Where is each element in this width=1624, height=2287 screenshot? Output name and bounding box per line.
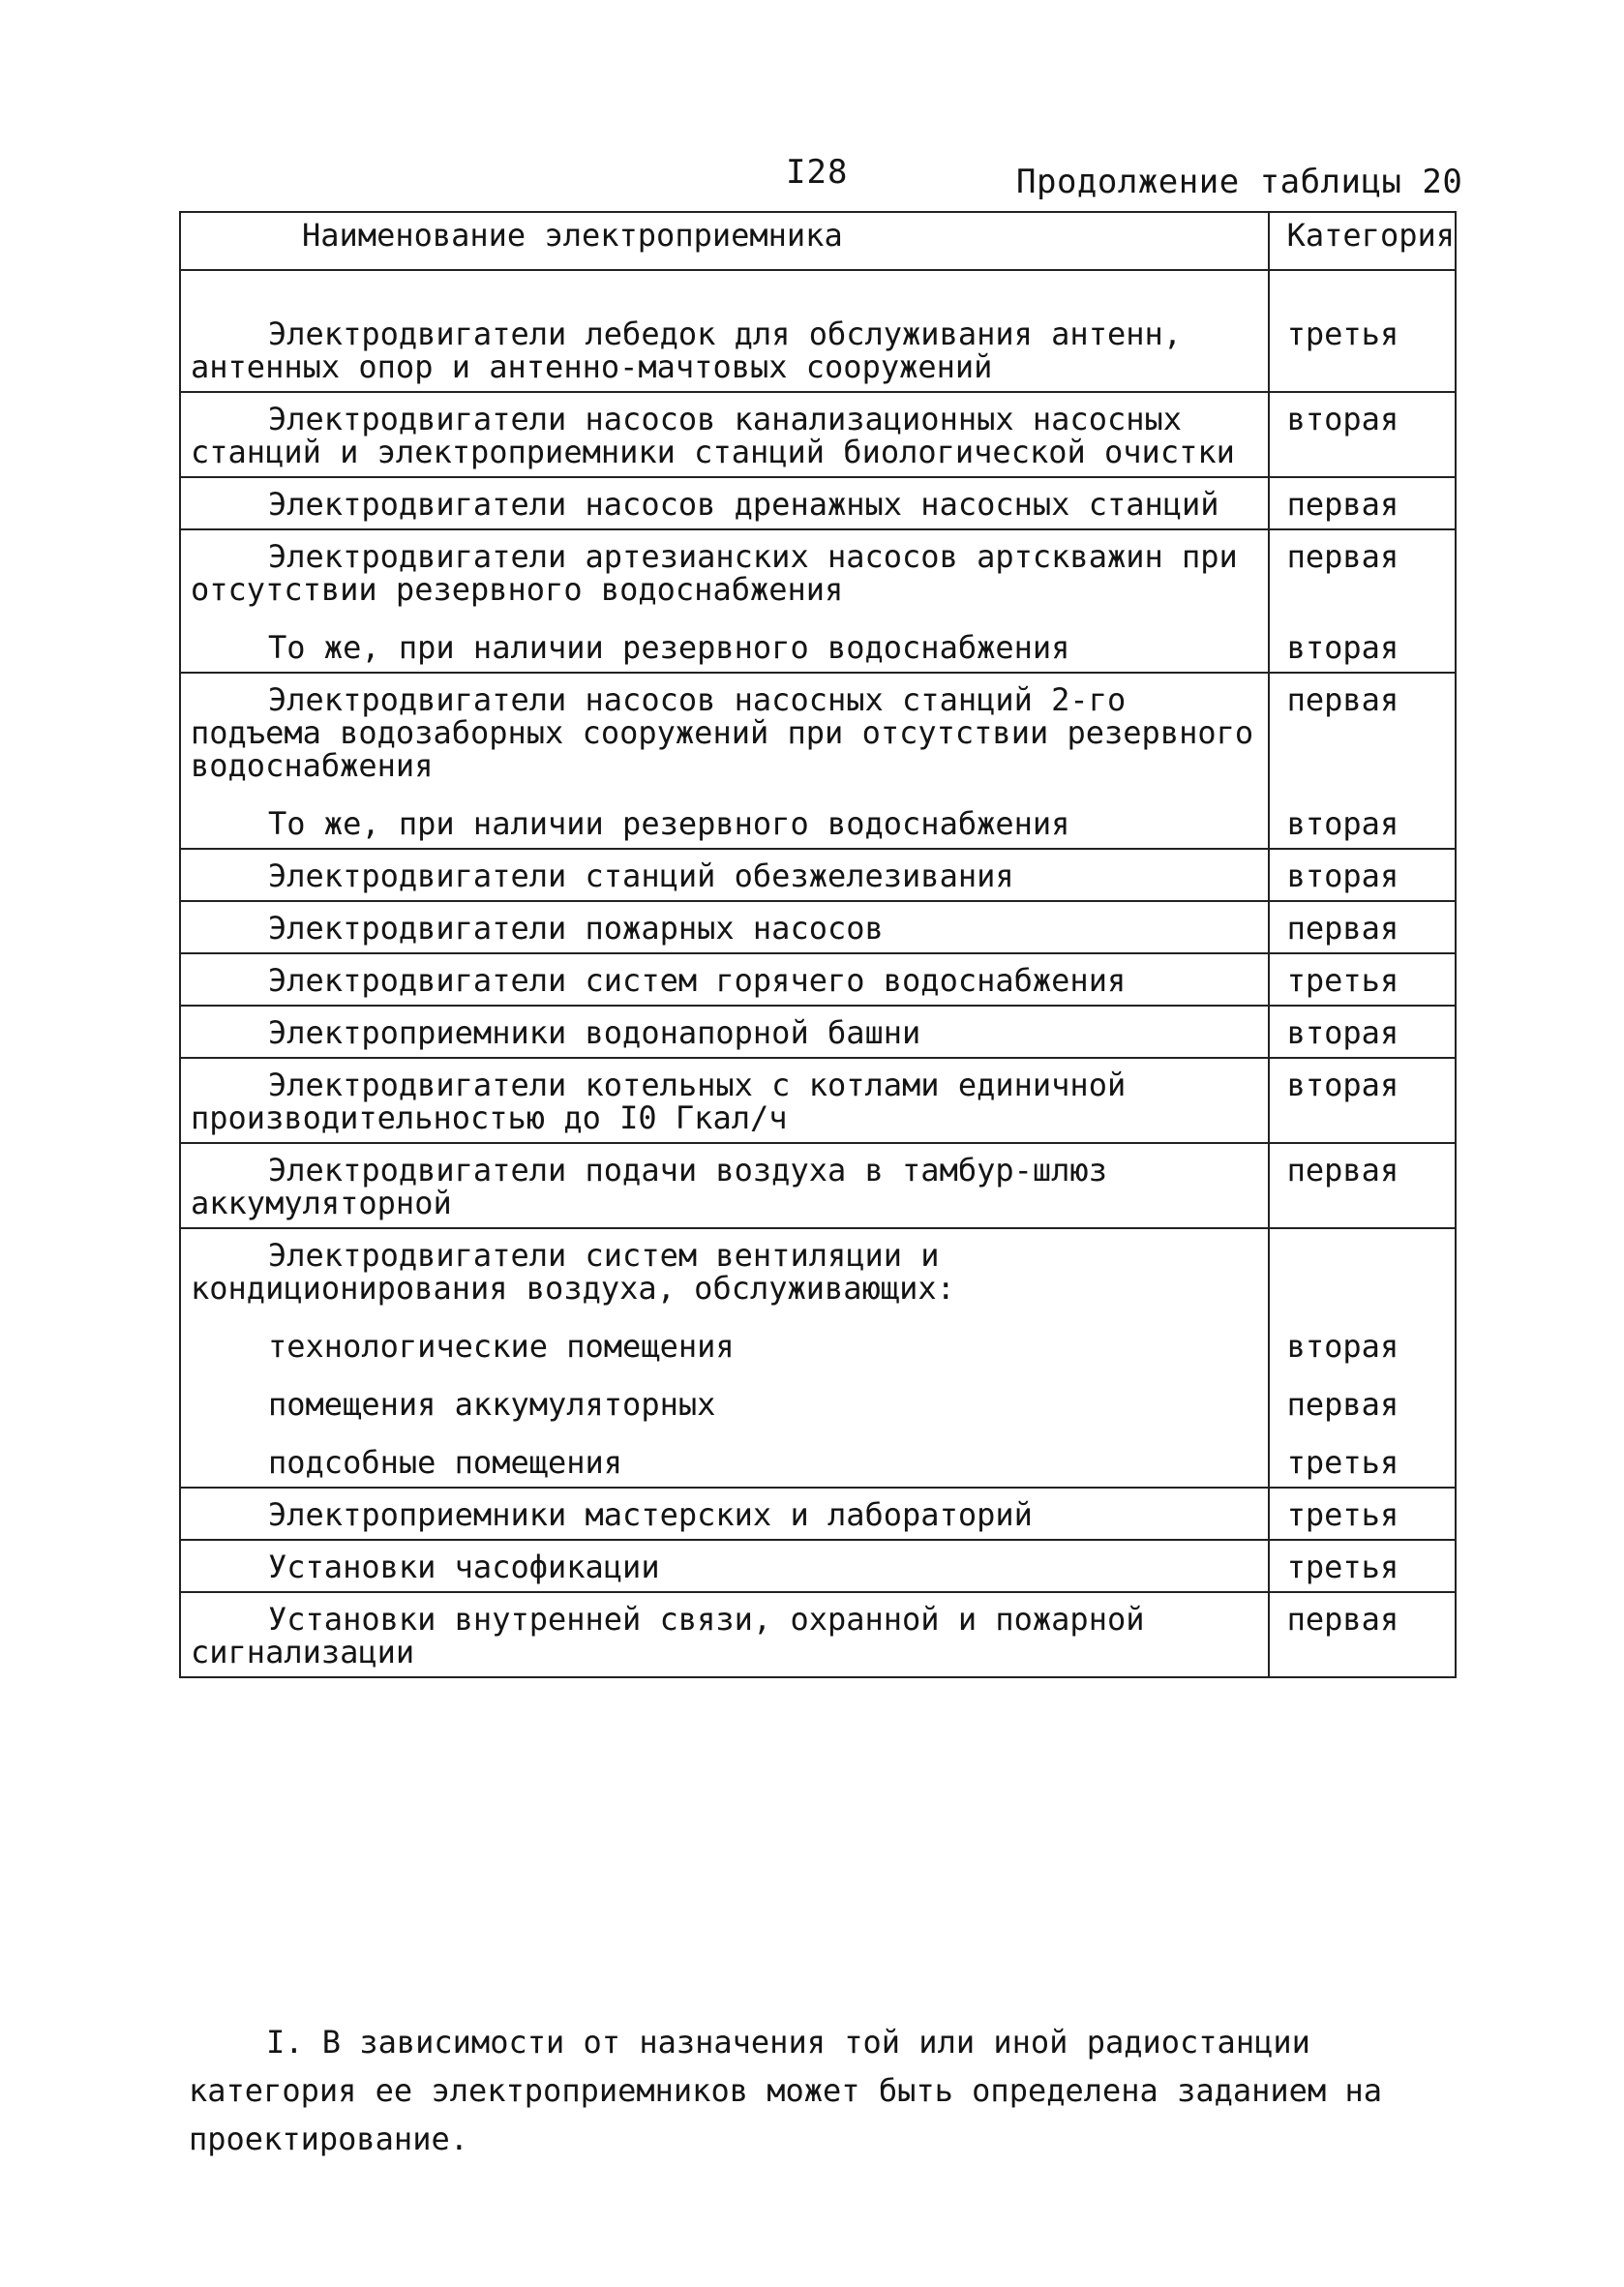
- category-cell: [1269, 1058, 1456, 1143]
- table-row: [180, 1228, 1456, 1488]
- receiver-name: Установки часофикации: [268, 1549, 660, 1585]
- receiver-name: Электродвигатели насосов канализационных насосных станций и электроприемники станций биологической очистки: [191, 401, 1235, 470]
- receiver-name: То же, при наличии резервного водоснабжения: [268, 805, 1070, 842]
- name-cell: [180, 673, 1269, 849]
- table-row: [180, 529, 1456, 673]
- category-value: вторая: [1286, 1067, 1399, 1103]
- name-cell: [180, 1058, 1269, 1143]
- page-number: I28: [786, 153, 849, 192]
- category-cell: [1269, 673, 1456, 849]
- name-cell: [180, 1488, 1269, 1540]
- name-cell: [180, 392, 1269, 477]
- category-cell: [1269, 953, 1456, 1006]
- category-value: вторая: [1286, 401, 1399, 437]
- receiver-name: Электродвигатели систем вентиляции и кондиционирования воздуха, обслуживающих:: [191, 1237, 955, 1307]
- category-value: первая: [1286, 681, 1399, 718]
- category-cell: [1269, 1143, 1456, 1228]
- footnote: [189, 2018, 1447, 2163]
- category-cell: [1269, 477, 1456, 529]
- name-cell: [180, 529, 1269, 673]
- table-continuation-title: Продолжение таблицы 20: [1016, 163, 1463, 201]
- category-value: третья: [1286, 962, 1399, 999]
- category-value: первая: [1286, 1386, 1399, 1423]
- table-row: [180, 1488, 1456, 1540]
- category-cell: [1269, 270, 1456, 392]
- name-cell: [180, 1592, 1269, 1677]
- category-value: первая: [1286, 1601, 1399, 1638]
- table-row: [180, 1058, 1456, 1143]
- footnote-text: I. В зависимости от назначения той или иной радиостанции категория ее электроприемников может быть определена заданием на проектирование.: [189, 2024, 1382, 2157]
- receiver-name: Электродвигатели лебедок для обслуживания антенн, антенных опор и антенно-мачтовых сооружений: [191, 316, 1183, 385]
- category-value: третья: [1286, 1496, 1399, 1533]
- category-value: вторая: [1286, 1328, 1399, 1365]
- name-cell: [180, 1540, 1269, 1592]
- sub-item: помещения аккумуляторных: [268, 1386, 716, 1423]
- category-value: вторая: [1286, 1014, 1399, 1051]
- table-row: [180, 392, 1456, 477]
- receiver-name: Электродвигатели систем горячего водоснабжения: [268, 962, 1127, 999]
- name-cell: [180, 1228, 1269, 1488]
- category-value: первая: [1286, 1152, 1399, 1189]
- category-value: первая: [1286, 538, 1399, 575]
- category-cell: [1269, 392, 1456, 477]
- category-value: третья: [1286, 316, 1399, 352]
- name-cell: [180, 953, 1269, 1006]
- table-row: [180, 849, 1456, 901]
- receiver-name: Электроприемники водонапорной башни: [268, 1014, 921, 1051]
- category-cell: [1269, 1006, 1456, 1058]
- receiver-name: Электродвигатели артезианских насосов артскважин при отсутствии резервного водоснабжения: [191, 538, 1238, 608]
- category-value: вторая: [1286, 805, 1399, 842]
- table-header-row: [180, 212, 1456, 270]
- category-value: вторая: [1286, 858, 1399, 894]
- category-value: третья: [1286, 1444, 1399, 1481]
- table-row: [180, 673, 1456, 849]
- name-cell: [180, 270, 1269, 392]
- name-cell: [180, 849, 1269, 901]
- category-cell: [1269, 1540, 1456, 1592]
- name-cell: [180, 1006, 1269, 1058]
- sub-item: технологические помещения: [268, 1328, 735, 1365]
- receiver-name: Электродвигатели станций обезжелезивания: [268, 858, 1014, 894]
- category-cell: [1269, 529, 1456, 673]
- category-cell: [1269, 1228, 1456, 1488]
- table-row: [180, 1006, 1456, 1058]
- name-cell: [180, 477, 1269, 529]
- receiver-name: Электродвигатели котельных с котлами единичной производительностью до I0 Гкал/ч: [191, 1067, 1127, 1136]
- table-row: [180, 1592, 1456, 1677]
- receiver-name: Электродвигатели насосов дренажных насосных станций: [268, 486, 1219, 523]
- table-row: [180, 953, 1456, 1006]
- table-row: [180, 1540, 1456, 1592]
- receiver-name: Электродвигатели насосов насосных станций 2-го подъема водозаборных сооружений при отсутствии резервного водоснабжения: [191, 681, 1254, 784]
- column-header-name: Наименование электроприемника: [180, 212, 1269, 270]
- receiver-name: Электродвигатели пожарных насосов: [268, 910, 884, 947]
- table-row: [180, 901, 1456, 953]
- name-cell: [180, 1143, 1269, 1228]
- receiver-name: Установки внутренней связи, охранной и пожарной сигнализации: [191, 1601, 1145, 1670]
- column-header-category: Категория: [1269, 212, 1456, 270]
- category-cell: [1269, 1488, 1456, 1540]
- category-table: [179, 211, 1457, 1678]
- category-value: первая: [1286, 910, 1399, 947]
- category-value: первая: [1286, 486, 1399, 523]
- table-row: [180, 270, 1456, 392]
- table-row: [180, 477, 1456, 529]
- category-cell: [1269, 901, 1456, 953]
- receiver-name: Электродвигатели подачи воздуха в тамбур-шлюз аккумуляторной: [191, 1152, 1107, 1221]
- category-value: вторая: [1286, 629, 1399, 666]
- receiver-name: То же, при наличии резервного водоснабжения: [268, 629, 1070, 666]
- sub-item: подсобные помещения: [268, 1444, 623, 1481]
- receiver-name: Электроприемники мастерских и лабораторий: [268, 1496, 1033, 1533]
- category-cell: [1269, 849, 1456, 901]
- category-cell: [1269, 1592, 1456, 1677]
- name-cell: [180, 901, 1269, 953]
- table-row: [180, 1143, 1456, 1228]
- category-value: третья: [1286, 1549, 1399, 1585]
